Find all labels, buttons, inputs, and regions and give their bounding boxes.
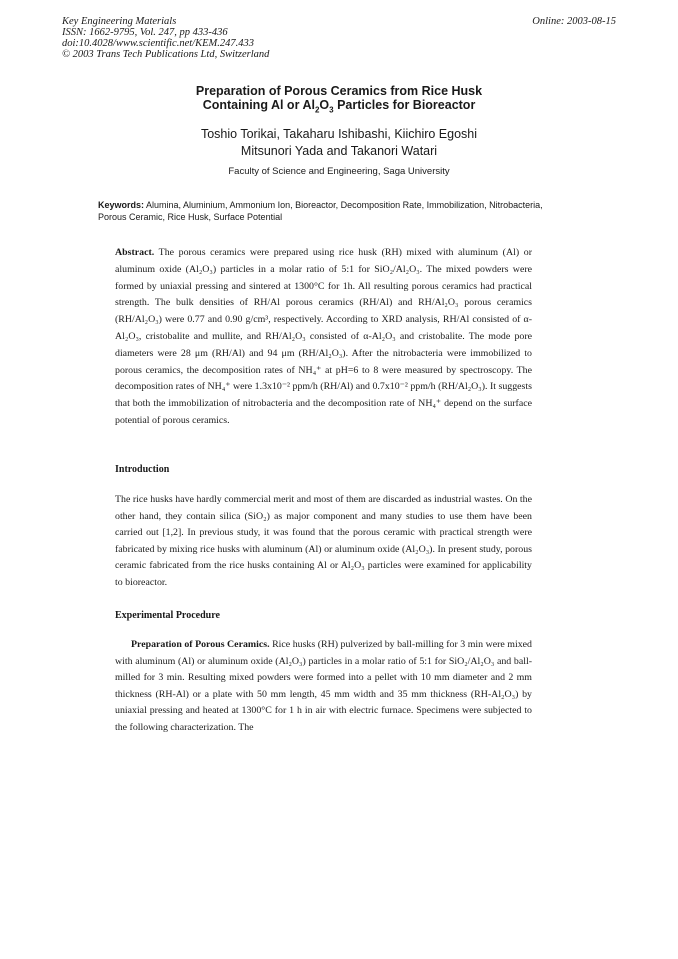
authors-line-1: Toshio Torikai, Takaharu Ishibashi, Kiichiro Egoshi [200, 127, 478, 141]
experimental-text: Rice husks (RH) pulverized by ball-milling for 3 min were mixed with aluminum (Al) or aluminum oxide (Al₂O₃) particles in a molar ratio of 5:1 for SiO₂/Al₂O₃ and ball-milled for 3 min. Resulting mixed powders were formed into a pellet with 10 mm diameter and 2 mm thickness (RH-Al) or a plate with 50 mm length, 45 mm width and 35 mm thickness (RH-Al₂O₃) by uniaxial pressing and heated at 1300°C for 1 h in air with electric furnace. Specimens were subjected to the following characterization. The [115, 639, 532, 733]
copyright-line: © 2003 Trans Tech Publications Ltd, Switzerland [62, 49, 270, 60]
preparation-subheading: Preparation of Porous Ceramics. [131, 639, 270, 650]
experimental-text-block [115, 637, 532, 737]
paper-title [0, 84, 678, 118]
title-line-2: Containing Al or $Al_2O_3$ Particles for Bioreactor [202, 98, 476, 115]
authors-line-2: Mitsunori Yada and Takanori Watari [240, 144, 438, 158]
online-date: Online: 2003-08-15 [532, 16, 616, 27]
author-list [0, 126, 678, 160]
journal-name: Key Engineering Materials [62, 16, 177, 27]
introduction-heading: Introduction [115, 464, 170, 475]
doi-line: doi:10.4028/www.scientific.net/KEM.247.433 [62, 38, 254, 49]
experimental-heading: Experimental Procedure [115, 610, 220, 621]
keywords-block [98, 199, 548, 223]
affiliation: Faculty of Science and Engineering, Saga University [228, 166, 450, 177]
keywords-label: Keywords: [98, 200, 145, 210]
abstract-text: The porous ceramics were prepared using rice husk (RH) mixed with aluminum (Al) or aluminum oxide (Al₂O₃) particles in a molar ratio of 5:1 for SiO₂/Al₂O₃. The mixed powders were formed by uniaxial pressing and sintered at 1300°C for 1h. All resulting porous ceramics had practical strength. The bulk densities of RH/Al porous ceramics (RH/Al) and RH/Al₂O₃ porous ceramics (RH/Al₂O₃) were 0.77 and 0.90 g/cm³, respectively. According to XRD analysis, RH/Al consisted of α-Al₂O₃, cristobalite and mullite, and RH/Al₂O₃ consisted of α-Al₂O₃ and cristobalite. The mode pore diameters were 28 μm (RH/Al) and 94 μm (RH/Al₂O₃). After the nitrobacteria were immobilized to porous ceramics, the decomposition rates of NH₄⁺ at pH=6 to 8 were measured by spectroscopy. The decomposition rates of NH₄⁺ were 1.3x10⁻² ppm/h (RH/Al) and 0.7x10⁻² ppm/h (RH/Al₂O₃). It suggests that both the immobilization of nitrobacteria and the decomposition rate of NH₄⁺ depend on the surface potential of porous ceramics. [115, 247, 532, 426]
abstract-label: Abstract. [115, 247, 155, 258]
introduction-text: The rice husks have hardly commercial merit and most of them are discarded as industrial wastes. On the other hand, they contain silica (SiO₂) as major component and many studies to use them have been carried out [1,2]. In previous study, it was found that the porous ceramic with practical strength were fabricated by mixing rice husks with aluminum (Al) or aluminum oxide (Al₂O₃). In present study, porous ceramic fabricated from the rice husks containing Al or Al₂O₃ particles were examined for applicability to bioreactor. [115, 494, 532, 588]
title-line-1: Preparation of Porous Ceramics from Rice Husk [195, 84, 483, 98]
abstract-block [115, 245, 532, 430]
issn-line: ISSN: 1662-9795, Vol. 247, pp 433-436 [62, 27, 228, 38]
keywords-text: Alumina, Aluminium, Ammonium Ion, Bioreactor, Decomposition Rate, Immobilization, Nitrobacteria, Porous Ceramic, Rice Husk, Surface Potential [98, 200, 543, 222]
journal-header [62, 16, 269, 60]
